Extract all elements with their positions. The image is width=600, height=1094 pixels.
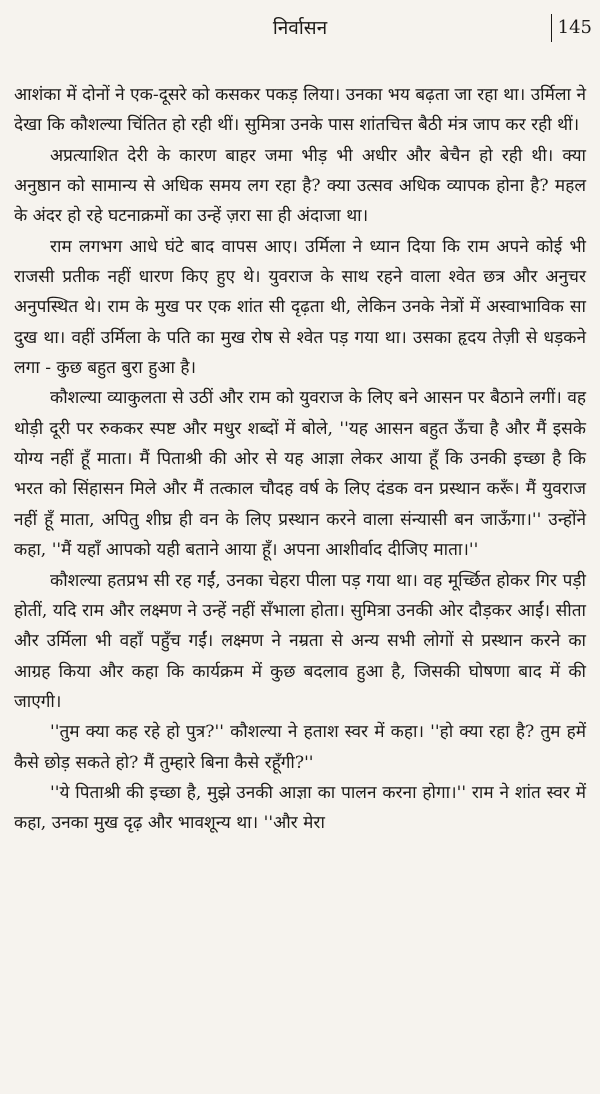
page-body — [14, 80, 586, 839]
page-header — [0, 10, 600, 46]
paragraph-5: कौशल्या हतप्रभ सी रह गईं, उनका चेहरा पीला पड़ गया था। वह मूर्च्छित होकर गिर पड़ी होतीं, यदि राम और लक्ष्मण ने उन्हें नहीं सँभाला होता। सुमित्रा उनकी ओर दौड़कर आईं। सीता और उर्मिला भी वहाँ पहुँच गईं। लक्ष्मण ने नम्रता से अन्य सभी लोगों से प्रस्थान करने का आग्रह किया और कहा कि कार्यक्रम में कुछ बदलाव हुआ है, जिसकी घोषणा बाद में की जाएगी। — [14, 570, 586, 712]
page-number: 145 — [551, 14, 592, 42]
paragraph-2: अप्रत्याशित देरी के कारण बाहर जमा भीड़ भी अधीर और बेचैन हो रही थी। क्या अनुष्ठान को सामान्य से अधिक समय लग रहा है? क्या उत्सव अधिक व्यापक होना है? महल के अंदर हो रहे घटनाक्रमों का उन्हें ज़रा सा ही अंदाजा था। — [14, 145, 586, 227]
paragraph-7: ''ये पिताश्री की इच्छा है, मुझे उनकी आज्ञा का पालन करना होगा।'' राम ने शांत स्वर में कहा, उनका मुख दृढ़ और भावशून्य था। ''और मेरा — [14, 782, 586, 834]
running-title: निर्वासन — [272, 17, 328, 39]
paragraph-3: राम लगभग आधे घंटे बाद वापस आए। उर्मिला ने ध्यान दिया कि राम अपने कोई भी राजसी प्रतीक नहीं धारण किए हुए थे। युवराज के साथ रहने वाला श्वेत छत्र और अनुचर अनुपस्थित थे। राम के मुख पर एक शांत सी दृढ़ता थी, लेकिन उनके नेत्रों में अस्वाभाविक सा दुख था। वहीं उर्मिला के पति का मुख रोष से श्वेत पड़ गया था। उसका हृदय तेज़ी से धड़कने लगा - कुछ बहुत बुरा हुआ है। — [14, 236, 586, 379]
paragraph-6: ''तुम क्या कह रहे हो पुत्र?'' कौशल्या ने हताश स्वर में कहा। ''हो क्या रहा है? तुम हमें कैसे छोड़ सकते हो? मैं तुम्हारे बिना कैसे रहूँगी?'' — [14, 722, 586, 773]
paragraph-4: कौशल्या व्याकुलता से उठीं और राम को युवराज के लिए बने आसन पर बैठाने लगीं। वह थोड़ी दूरी पर रुककर स्पष्ट और मधुर शब्दों में बोले, ''यह आसन बहुत ऊँचा है और मैं इसके योग्य नहीं हूँ माता। मैं पिताश्री की ओर से यह आज्ञा लेकर आया हूँ कि उनकी इच्छा है कि भरत को सिंहासन मिले और मैं तत्काल चौदह वर्ष के लिए दंडक वन प्रस्थान करूँ। मैं युवराज नहीं हूँ माता, अपितु शीघ्र ही वन के लिए प्रस्थान करने वाला संन्यासी बन जाऊँगा।'' उन्होंने कहा, ''मैं यहाँ आपको यही बताने आया हूँ। अपना आशीर्वाद दीजिए माता।'' — [14, 388, 586, 561]
paragraph-1: आशंका में दोनों ने एक-दूसरे को कसकर पकड़ लिया। उनका भय बढ़ता जा रहा था। उर्मिला ने देखा कि कौशल्या चिंतित हो रही थीं। सुमित्रा उनके पास शांतचित्त बैठी मंत्र जाप कर रही थीं। — [14, 85, 586, 136]
